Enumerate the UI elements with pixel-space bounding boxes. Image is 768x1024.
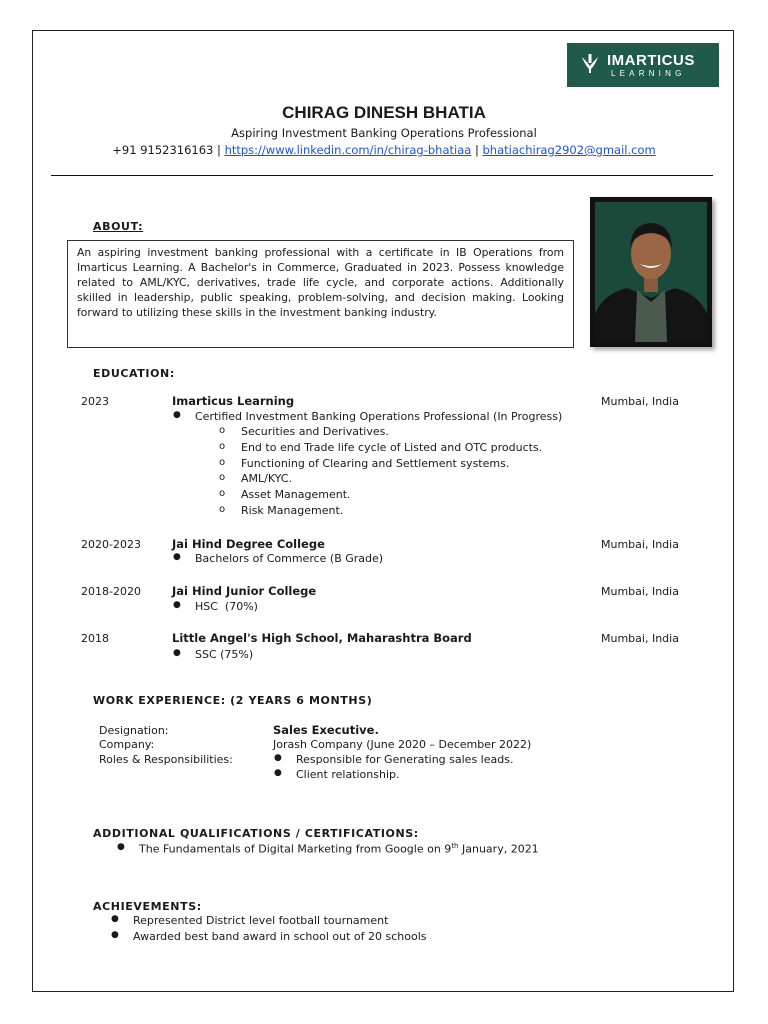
edu-institution: Little Angel's High School, Maharashtra Board	[172, 631, 472, 645]
roles-label: Roles & Responsibilities:	[99, 753, 233, 766]
about-text: An aspiring investment banking professional with a certificate in IB Operations from Imarticus Learning. A Bachelor's in Commerce, Graduated in 2023. Possess knowledge related to AML/KYC, derivatives, trade life cycle, and corporate actions. Additionally skilled in leadership, public speaking, problem-solving, and decision making. Looking forward to utilizing these skills in the investment banking industry.	[67, 240, 574, 348]
edu-location: Mumbai, India	[601, 538, 679, 551]
achievement-item: ● Represented District level football tournament	[111, 914, 389, 927]
achievement-item: ● Awarded best band award in school out of 20 schools	[111, 930, 427, 943]
sub-bullet-icon: o	[219, 425, 226, 436]
sub-bullet-icon: o	[219, 472, 226, 483]
edu-sub-item: o Risk Management.	[219, 504, 344, 517]
logo-subtitle: LEARNING	[611, 69, 686, 78]
edu-bullet: ● Bachelors of Commerce (B Grade)	[173, 552, 384, 565]
edu-sub-item: o Functioning of Clearing and Settlement systems.	[219, 457, 510, 470]
bullet-icon: ●	[173, 552, 181, 562]
bullet-icon: ●	[173, 600, 181, 610]
edu-year: 2018	[81, 632, 109, 645]
edu-year: 2018-2020	[81, 585, 141, 598]
edu-year: 2023	[81, 395, 109, 408]
edu-location: Mumbai, India	[601, 395, 679, 408]
role-item: ● Responsible for Generating sales leads.	[274, 753, 514, 766]
edu-bullet: ● HSC (70%)	[173, 600, 258, 613]
candidate-name: CHIRAG DINESH BHATIA	[282, 103, 486, 122]
role-item: ● Client relationship.	[274, 768, 400, 781]
about-heading: ABOUT:	[93, 220, 144, 233]
profile-photo	[590, 197, 712, 347]
work-experience-heading: WORK EXPERIENCE: (2 YEARS 6 MONTHS)	[93, 694, 373, 707]
edu-institution: Jai Hind Junior College	[172, 584, 317, 598]
edu-year: 2020-2023	[81, 538, 141, 551]
separator: |	[474, 143, 479, 157]
edu-bullet: ● SSC (75%)	[173, 648, 254, 661]
candidate-tagline: Aspiring Investment Banking Operations Professional	[231, 126, 537, 140]
qualification-item: ● The Fundamentals of Digital Marketing from Google on 9th January, 2021	[117, 842, 539, 856]
imarticus-leaf-icon	[579, 53, 601, 77]
bullet-icon: ●	[117, 842, 125, 852]
edu-location: Mumbai, India	[601, 585, 679, 598]
bullet-icon: ●	[111, 914, 119, 924]
edu-institution: Imarticus Learning	[172, 394, 295, 408]
separator: |	[217, 143, 221, 157]
sub-bullet-icon: o	[219, 457, 226, 468]
designation-value: Sales Executive.	[273, 723, 379, 737]
sub-bullet-icon: o	[219, 504, 226, 515]
company-value: Jorash Company (June 2020 – December 2022)	[273, 738, 532, 751]
linkedin-link[interactable]: https://www.linkedin.com/in/chirag-bhatiaa	[224, 143, 472, 157]
edu-location: Mumbai, India	[601, 632, 679, 645]
bullet-icon: ●	[173, 648, 181, 658]
sub-bullet-icon: o	[219, 488, 226, 499]
edu-bullet: ● Certified Investment Banking Operations Professional (In Progress)	[173, 410, 563, 423]
bullet-icon: ●	[274, 768, 282, 778]
edu-sub-item: o AML/KYC.	[219, 472, 292, 485]
header-divider	[51, 175, 713, 176]
sub-bullet-icon: o	[219, 441, 226, 452]
designation-label: Designation:	[99, 724, 169, 737]
edu-sub-item: o Asset Management.	[219, 488, 351, 501]
edu-institution: Jai Hind Degree College	[172, 537, 325, 551]
bullet-icon: ●	[173, 410, 181, 420]
person-photo-icon	[595, 202, 707, 342]
education-heading: EDUCATION:	[93, 367, 175, 380]
bullet-icon: ●	[111, 930, 119, 940]
qualifications-heading: ADDITIONAL QUALIFICATIONS / CERTIFICATIONS:	[93, 827, 419, 840]
email-link[interactable]: bhatiachirag2902@gmail.com	[482, 143, 656, 157]
company-label: Company:	[99, 738, 155, 751]
achievements-heading: ACHIEVEMENTS:	[93, 900, 202, 913]
logo-name: IMARTICUS	[607, 52, 695, 69]
contact-line	[0, 143, 768, 157]
edu-sub-item: o Securities and Derivatives.	[219, 425, 389, 438]
edu-sub-item: o End to end Trade life cycle of Listed and OTC products.	[219, 441, 543, 454]
phone-number: +91 9152316163	[112, 143, 214, 157]
bullet-icon: ●	[274, 753, 282, 763]
imarticus-logo	[567, 43, 719, 87]
